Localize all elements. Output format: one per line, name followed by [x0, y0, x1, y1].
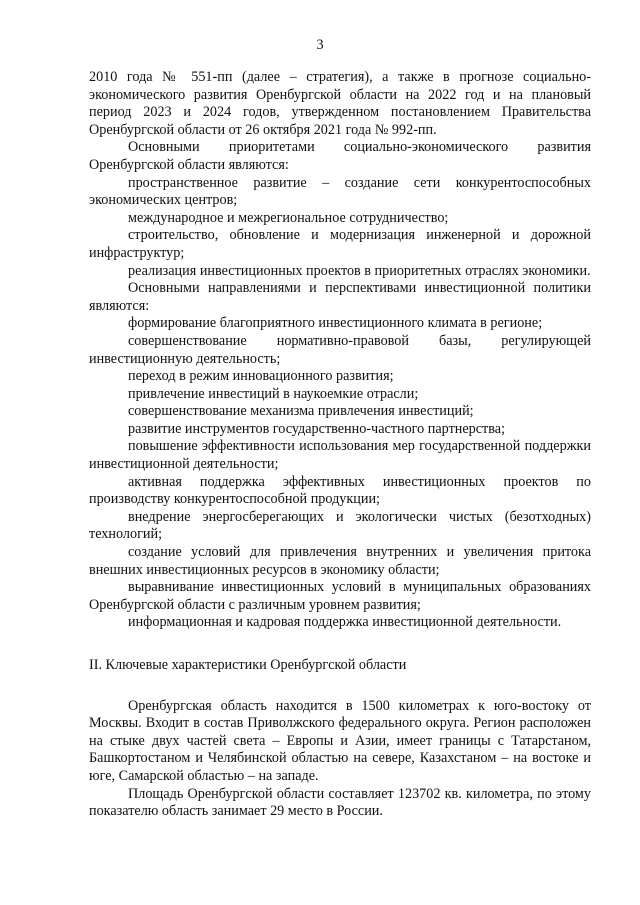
list-item: повышение эффективности использования мер государственной поддержки инвестиционной деятельности;: [89, 438, 591, 473]
list-item: развитие инструментов государственно-частного партнерства;: [128, 420, 506, 437]
list-item: совершенствование механизма привлечения инвестиций;: [128, 403, 474, 420]
paragraph: Оренбургская область находится в 1500 километрах к юго-востоку от Москвы. Входит в состав Приволжского федерального округа. Регион расположен на стыке двух частей света – Европы и Азии, имеет границы с Татарстаном, Башкортостаном и Челябинской областью на севере, Казахстаном – на востоке и юге, Самарской областью – на западе.: [89, 697, 591, 784]
paragraph: Основными направлениями и перспективами инвестиционной политики являются:: [89, 280, 591, 314]
list-item: строительство, обновление и модернизация инженерной и дорожной инфраструктур;: [89, 227, 591, 261]
list-item: формирование благоприятного инвестиционного климата в регионе;: [128, 315, 543, 332]
list-item: привлечение инвестиций в наукоемкие отрасли;: [128, 385, 419, 402]
document-body: [89, 69, 591, 821]
paragraph: Площадь Оренбургской области составляет 123702 кв. километра, по этому показателю область занимает 29 место в России.: [89, 785, 591, 820]
list-item: внедрение энергосберегающих и экологически чистых (безотходных) технологий;: [89, 508, 591, 543]
list-item: создание условий для привлечения внутренних и увеличения притока внешних инвестиционных ресурсов в экономику области;: [89, 544, 591, 578]
list-item: активная поддержка эффективных инвестиционных проектов по производству конкурентоспособной продукции;: [89, 473, 591, 508]
list-item: пространственное развитие – создание сети конкурентоспособных экономических центров;: [89, 174, 591, 209]
paragraph: Основными приоритетами социально-экономического развития Оренбургской области являются:: [89, 139, 591, 173]
list-item: переход в режим инновационного развития;: [128, 368, 394, 385]
page-number: 3: [316, 37, 324, 53]
list-item: выравнивание инвестиционных условий в муниципальных образованиях Оренбургской области с различным уровнем развития;: [89, 579, 591, 613]
list-item: международное и межрегиональное сотрудничество;: [128, 209, 449, 226]
list-item: реализация инвестиционных проектов в приоритетных отраслях экономики.: [128, 262, 591, 279]
section-title: II. Ключевые характеристики Оренбургской области: [89, 657, 407, 673]
list-item: информационная и кадровая поддержка инвестиционной деятельности.: [128, 614, 562, 631]
list-item: совершенствование нормативно-правовой базы, регулирующей инвестиционную деятельность;: [89, 332, 591, 367]
paragraph: 2010 года № 551-пп (далее – стратегия), а также в прогнозе социально-экономического развития Оренбургской области на 2022 год и на плановый период 2023 и 2024 годов, утвержденном постановлением Правительства Оренбургской области от 26 октября 2021 года № 992-пп.: [89, 69, 591, 138]
